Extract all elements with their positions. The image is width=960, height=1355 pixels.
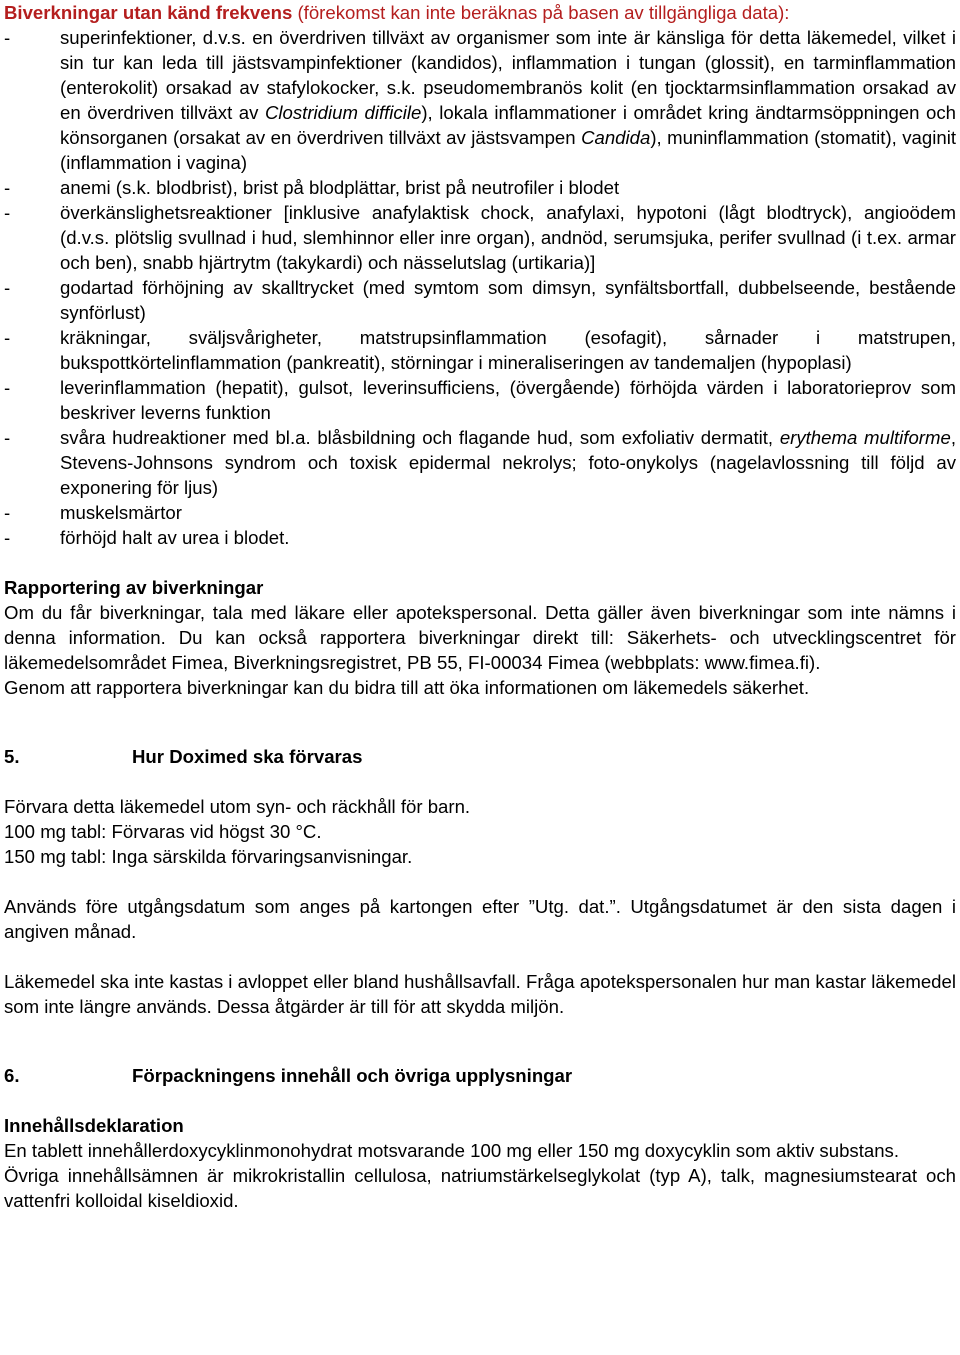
- spacer: [4, 550, 956, 575]
- list-item-text: kräkningar, sväljsvårigheter, matstrupsinflammation (esofagit), sårnader i matstrupen, bukspottkörtelinflammation (pankreatit), störningar i mineraliseringen av tandemaljen (hypoplasi): [60, 327, 956, 373]
- list-dash: -: [4, 502, 11, 523]
- frequency-unknown-title: Biverkningar utan känd frekvens: [4, 2, 293, 23]
- list-dash: -: [4, 202, 11, 223]
- list-item-text: förhöjd halt av urea i blodet.: [60, 527, 290, 548]
- reporting-paragraph: Om du får biverkningar, tala med läkare eller apotekspersonal. Detta gäller även biverkningar som inte nämns i denna information. Du kan också rapportera biverkningar direkt till: Säkerhets- och utvecklingscentret för läkemedelsområdet Fimea, Biverkningsregistret, PB 55, FI-00034 Fimea (webbplats: www.fimea.fi).: [4, 602, 956, 673]
- section-6-heading: [4, 1063, 956, 1088]
- list-item: [4, 525, 956, 550]
- storage-line: Förvara detta läkemedel utom syn- och räckhåll för barn.: [4, 796, 471, 817]
- list-item: [4, 375, 956, 425]
- list-item: [4, 275, 956, 325]
- expiry-paragraph: Används före utgångsdatum som anges på kartongen efter ”Utg. dat.”. Utgångsdatumet är den sista dagen i angiven månad.: [4, 896, 956, 942]
- section-5-heading: [4, 744, 956, 769]
- list-item-text: överkänslighetsreaktioner [inklusive anafylaktisk chock, anafylaxi, hypotoni (lågt blodtryck), angioödem (d.v.s. plötslig svullnad i hud, slemhinnor eller inre organ), andnöd, serumsjuka, perifer svullnad (i t.ex. armar och ben), snabb hjärtrytm (takykardi) och nässelutslag (urtikaria)]: [60, 202, 956, 273]
- storage-line: 100 mg tabl: Förvaras vid högst 30 °C.: [4, 821, 322, 842]
- list-item-text-part: superinfektioner, d.v.s. en överdriven tillväxt av organismer som inte är känsliga för detta läkemedel, vilket i sin tur kan leda till jästsvampinfektioner (kandidos), inflammation i tungan (glossit), en tarminflammation (enterokolit) orsakad av stafylokocker, s.k. pseudomembranös kolit (en tjocktarmsinflammation orsakad av en överdriven tillväxt av: [60, 27, 956, 123]
- spacer: [4, 1019, 956, 1063]
- list-item-text-part: svåra hudreaktioner med bl.a. blåsbildning och flagande hud, som exfoliativ dermatit,: [60, 427, 780, 448]
- list-item-italic: Candida: [581, 127, 651, 148]
- list-item-text: [60, 425, 956, 500]
- reporting-heading: Rapportering av biverkningar: [4, 577, 264, 598]
- section-title: Förpackningens innehåll och övriga upplysningar: [132, 1065, 573, 1086]
- spacer: [4, 944, 956, 969]
- contents-paragraph: En tablett innehållerdoxycyklinmonohydrat motsvarande 100 mg eller 150 mg doxycyklin som aktiv substans.: [4, 1140, 900, 1161]
- section-number: 6.: [4, 1065, 20, 1086]
- list-item-text: muskelsmärtor: [60, 502, 182, 523]
- list-dash: -: [4, 527, 11, 548]
- list-item-italic: Clostridium difficile: [264, 102, 422, 123]
- spacer: [4, 869, 956, 894]
- list-item: [4, 425, 956, 500]
- list-dash: -: [4, 27, 11, 48]
- list-dash: -: [4, 427, 11, 448]
- list-item-text: anemi (s.k. blodbrist), brist på blodplättar, brist på neutrofiler i blodet: [60, 177, 620, 198]
- side-effects-list: [4, 25, 956, 550]
- list-item-text-part: ), muninflammation (stomatit), vaginit (inflammation i vagina): [60, 127, 956, 173]
- spacer: [4, 1088, 956, 1113]
- list-item: [4, 325, 956, 375]
- spacer: [4, 769, 956, 794]
- contents-subheading: Innehållsdeklaration: [4, 1115, 184, 1136]
- list-dash: -: [4, 277, 11, 298]
- disposal-paragraph: Läkemedel ska inte kastas i avloppet eller bland hushållsavfall. Fråga apotekspersonalen hur man kastar läkemedel som inte längre används. Dessa åtgärder är till för att skydda miljön.: [4, 971, 956, 1017]
- list-dash: -: [4, 377, 11, 398]
- frequency-unknown-note: (förekomst kan inte beräknas på basen av tillgängliga data):: [292, 2, 790, 23]
- list-item-text-part: , Stevens-Johnsons syndrom och toxisk epidermal nekrolys; foto-onykolys (nagelavlossning till följd av exponering för ljus): [60, 427, 956, 498]
- list-item-text: godartad förhöjning av skalltrycket (med symtom som dimsyn, synfältsbortfall, dubbelseende, bestående synförlust): [60, 277, 956, 323]
- list-dash: -: [4, 177, 11, 198]
- section-title: Hur Doximed ska förvaras: [132, 746, 363, 767]
- storage-line: 150 mg tabl: Inga särskilda förvaringsanvisningar.: [4, 846, 413, 867]
- list-item: [4, 200, 956, 275]
- list-item: [4, 25, 956, 175]
- spacer: [4, 700, 956, 744]
- list-item-text-part: ), lokala inflammationer i området kring ändtarmsöppningen och könsorganen (orsakat av en överdriven tillväxt av jästsvampen: [60, 102, 956, 148]
- list-item-text: [60, 25, 956, 175]
- list-dash: -: [4, 327, 11, 348]
- frequency-unknown-heading: [4, 0, 956, 25]
- section-number: 5.: [4, 746, 20, 767]
- list-item-text: leverinflammation (hepatit), gulsot, leverinsufficiens, (övergående) förhöjda värden i laboratorieprov som beskriver leverns funktion: [60, 377, 956, 423]
- list-item: [4, 500, 956, 525]
- reporting-paragraph: Genom att rapportera biverkningar kan du bidra till att öka informationen om läkemedels säkerhet.: [4, 677, 810, 698]
- list-item: [4, 175, 956, 200]
- list-item-italic: erythema multiforme: [779, 427, 951, 448]
- contents-paragraph: Övriga innehållsämnen är mikrokristallin cellulosa, natriumstärkelseglykolat (typ A), talk, magnesiumstearat och vattenfri kolloidal kiseldioxid.: [4, 1165, 956, 1211]
